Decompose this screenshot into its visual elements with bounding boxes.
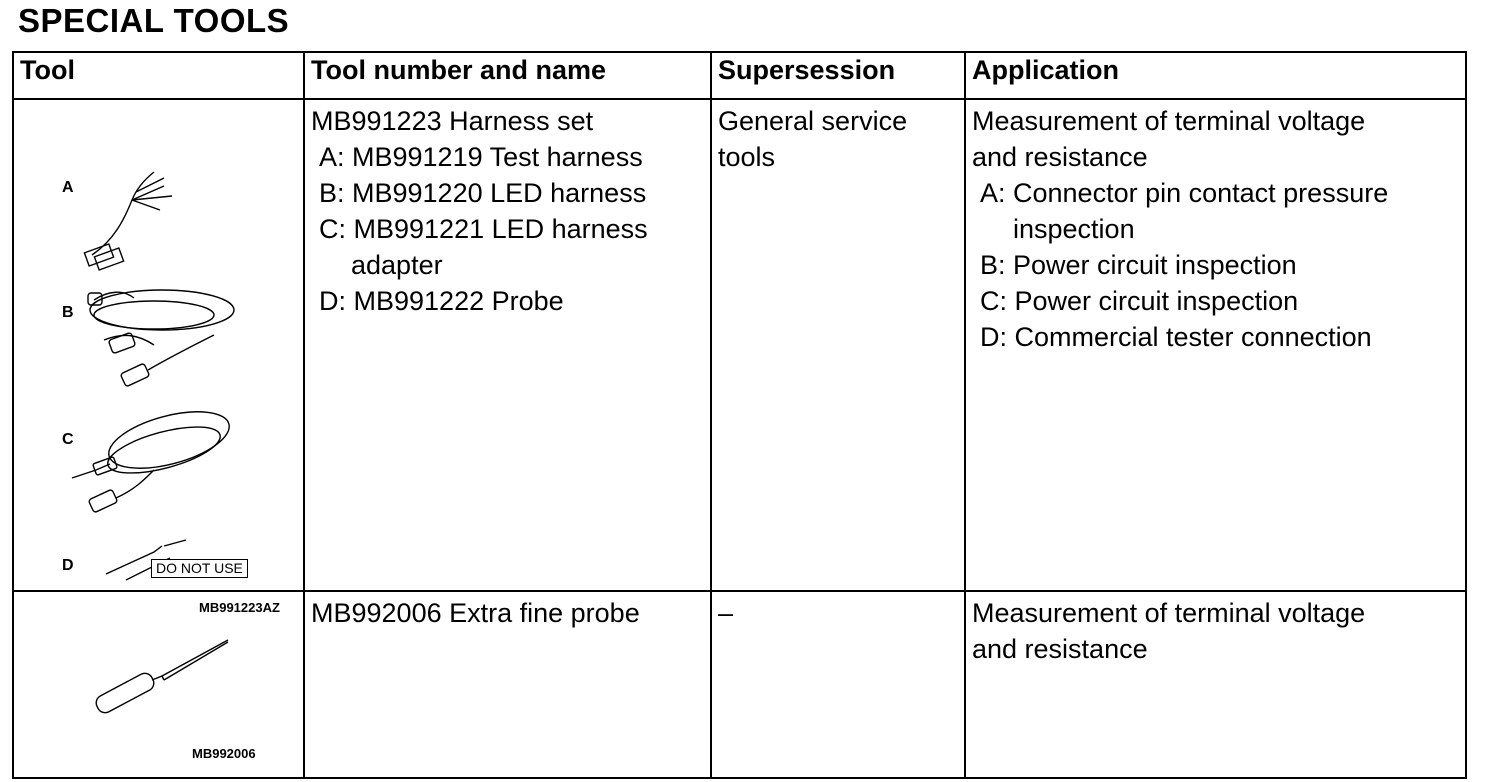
application-b: B: Power circuit inspection xyxy=(980,250,1297,280)
figure-id: MB991223AZ xyxy=(199,600,280,615)
supersession-text: General service xyxy=(718,106,908,136)
application-cell xyxy=(965,99,1466,591)
application-d: D: Commercial tester connection xyxy=(980,322,1372,352)
header-tool: Tool xyxy=(13,52,304,99)
tool-illustration-cell xyxy=(13,99,304,615)
tool-label-c: C xyxy=(62,431,74,448)
header-supersession: Supersession xyxy=(711,52,965,99)
supersession-cell xyxy=(711,99,965,591)
tool-label-b: B xyxy=(62,304,74,321)
tool-name: MB992006 Extra fine probe xyxy=(311,598,640,628)
table-row xyxy=(13,591,1466,778)
figure-id: MB992006 xyxy=(192,746,256,761)
application-text: Measurement of terminal voltage xyxy=(972,106,1366,136)
header-application: Application xyxy=(965,52,1466,99)
tool-label-d: D xyxy=(62,557,74,574)
application-text: Measurement of terminal voltage xyxy=(972,598,1366,628)
tool-number-and-name-cell xyxy=(304,591,711,778)
header-tool-number-and-name: Tool number and name xyxy=(304,52,711,99)
tool-label-a: A xyxy=(62,179,74,196)
tool-part-c: C: MB991221 LED harness xyxy=(319,214,648,244)
tool-number-and-name-cell xyxy=(304,99,711,591)
application-cell xyxy=(965,591,1466,778)
supersession-cell xyxy=(711,591,965,778)
application-a: A: Connector pin contact pressure xyxy=(980,178,1389,208)
application-text-cont: and resistance xyxy=(972,142,1148,172)
tool-name: MB991223 Harness set xyxy=(311,106,594,136)
table-header-row xyxy=(13,52,1466,99)
tool-illustration-cell xyxy=(13,591,304,778)
application-a-cont: inspection xyxy=(1013,214,1135,244)
supersession-text: – xyxy=(718,598,734,628)
do-not-use-label: DO NOT USE xyxy=(151,559,248,578)
harness-set-illustration xyxy=(14,100,303,615)
application-text-cont: and resistance xyxy=(972,634,1148,664)
supersession-text-cont: tools xyxy=(718,142,776,172)
page-title: SPECIAL TOOLS xyxy=(18,2,290,39)
tool-part-c-cont: adapter xyxy=(351,250,443,280)
tool-part-d: D: MB991222 Probe xyxy=(319,286,564,316)
tool-part-a: A: MB991219 Test harness xyxy=(319,142,643,172)
tool-part-b: B: MB991220 LED harness xyxy=(319,178,647,208)
harness-drawings-icon xyxy=(14,100,291,584)
fine-probe-illustration xyxy=(14,592,303,777)
table-row xyxy=(13,99,1466,591)
application-c: C: Power circuit inspection xyxy=(980,286,1299,316)
special-tools-table xyxy=(12,51,1467,779)
